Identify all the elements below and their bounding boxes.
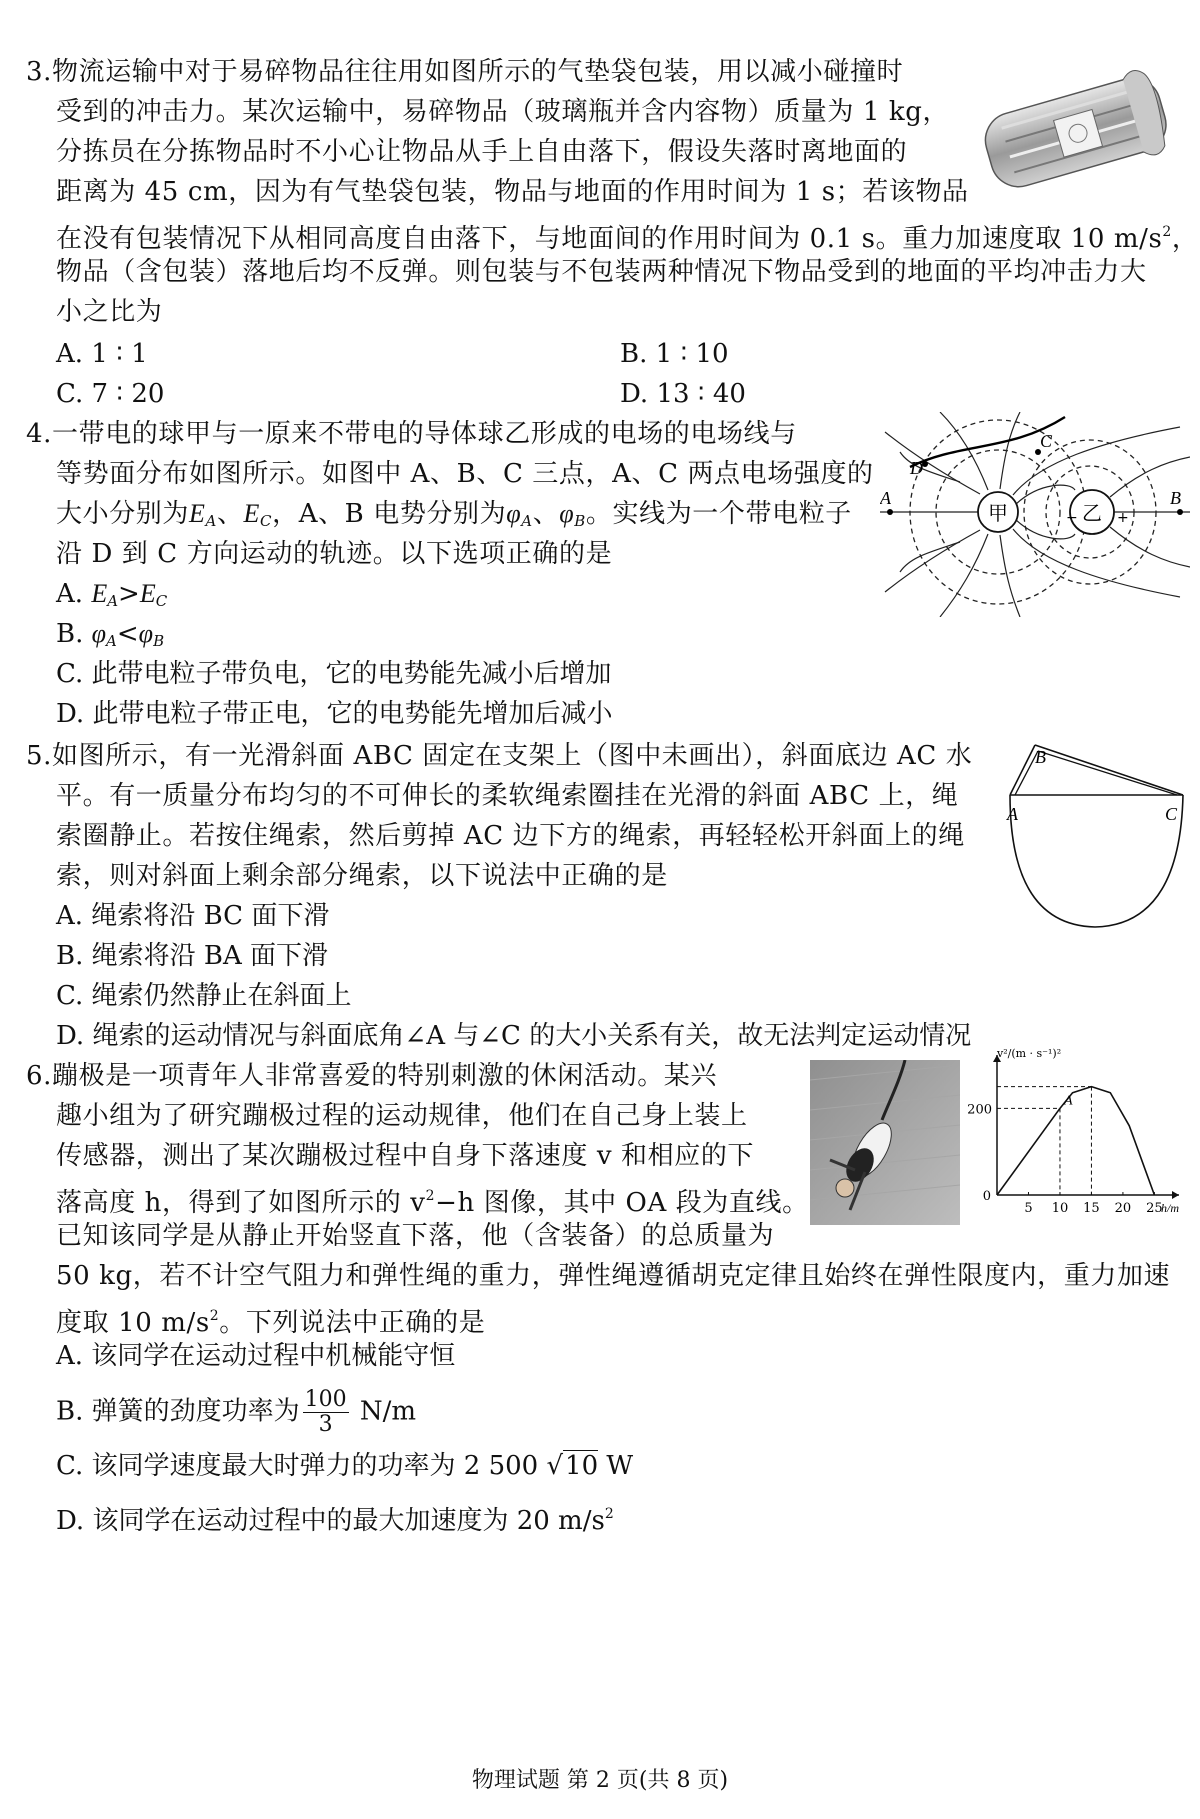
label-c: C bbox=[1165, 804, 1178, 824]
x-tick-label: 5 bbox=[1024, 1201, 1033, 1216]
q5-option-a: A. 绳索将沿 BC 面下滑 bbox=[56, 901, 330, 931]
bungee-jumper-image bbox=[810, 1060, 960, 1225]
label-a: A bbox=[880, 488, 891, 508]
q3-line-5: 在没有包装情况下从相同高度自由落下，与地面间的作用时间为 0.1 s。重力加速度取 10 $m/s^2$， bbox=[56, 224, 1199, 254]
label-d: D bbox=[910, 458, 923, 478]
electric-field-diagram bbox=[880, 412, 1190, 617]
stiffness-fraction: $\frac{100}{3}$ bbox=[304, 1387, 347, 1437]
q3-option-c: C. 7 ∶ 20 bbox=[56, 379, 165, 409]
ball-jia-label: 甲 bbox=[988, 501, 1008, 525]
q3-line-6: 物品（含包装）落地后均不反弹。则包装与不包装两种情况下物品受到的地面的平均冲击力大 bbox=[56, 257, 1147, 287]
q4-option-b: B. $\varphi_A<\varphi_B$ bbox=[56, 619, 165, 650]
q4-line-2: 等势面分布如图所示。如图中 A、B、C 三点，A、C 两点电场强度的 bbox=[56, 459, 874, 489]
q4-option-c: C. 此带电粒子带负电，它的电势能先减小后增加 bbox=[56, 659, 612, 689]
label-b: B bbox=[1170, 488, 1181, 508]
q5-option-c: C. 绳索仍然静止在斜面上 bbox=[56, 981, 352, 1011]
y-tick-label: 200 bbox=[967, 1102, 992, 1118]
label-b: B bbox=[1035, 747, 1046, 767]
q4-option-d: D. 此带电粒子带正电，它的电势能先增加后减小 bbox=[56, 699, 613, 729]
q3-option-d: D. 13 ∶ 40 bbox=[620, 379, 746, 409]
x-tick-label: 25 bbox=[1146, 1201, 1163, 1216]
page-footer: 物理试题 第 2 页(共 8 页) bbox=[471, 1768, 729, 1793]
point-a-label: A bbox=[1063, 1093, 1073, 1109]
svg-text:+: + bbox=[1117, 510, 1129, 526]
q4-line-1: 4.一带电的球甲与一原来不带电的导体球乙形成的电场的电场线与 bbox=[26, 419, 797, 449]
q5-line-2: 平。有一质量分布均匀的不可伸长的柔软绳索圈挂在光滑的斜面 ABC 上，绳 bbox=[56, 781, 959, 811]
y-axis-label: v²/(m · s⁻¹)² bbox=[997, 1047, 1062, 1060]
svg-text:−: − bbox=[1066, 510, 1078, 526]
q3-option-a: A. 1 ∶ 1 bbox=[56, 339, 148, 369]
q3-option-b: B. 1 ∶ 10 bbox=[620, 339, 729, 369]
x-axis-arrow bbox=[1172, 1191, 1179, 1199]
q4-line-3: 大小分别为$E_A$、$E_C$，A、B 电势分别为$\varphi_A$、$\varphi_B$。实线为一个带电粒子 bbox=[56, 499, 852, 530]
q4-option-a: A. $E_A>E_C$ bbox=[56, 579, 168, 610]
ball-yi-label: 乙 bbox=[1082, 501, 1102, 525]
q5-line-3: 索圈静止。若按住绳索，然后剪掉 AC 边下方的绳索，再轻轻松开斜面上的绳 bbox=[56, 821, 965, 851]
label-c: C bbox=[1040, 431, 1053, 451]
q3-line-4: 距离为 45 cm，因为有气垫袋包装，物品与地面的作用时间为 1 s；若该物品 bbox=[56, 177, 969, 207]
x-tick-label: 15 bbox=[1083, 1201, 1100, 1216]
q5-line-1: 5.如图所示，有一光滑斜面 ABC 固定在支架上（图中未画出），斜面底边 AC 水 bbox=[26, 741, 973, 771]
q5-option-d: D. 绳索的运动情况与斜面底角∠A 与∠C 的大小关系有关，故无法判定运动情况 bbox=[56, 1021, 972, 1051]
q6-line-6: 50 kg，若不计空气阻力和弹性绳的重力，弹性绳遵循胡克定律且始终在弹性限度内，重力加速 bbox=[56, 1261, 1171, 1291]
q6-option-a: A. 该同学在运动过程中机械能守恒 bbox=[56, 1341, 456, 1371]
origin-label: 0 bbox=[982, 1189, 991, 1204]
air-cushion-bag-image bbox=[975, 50, 1180, 200]
series-line-2 bbox=[1060, 1087, 1154, 1195]
q3-line-7: 小之比为 bbox=[56, 297, 163, 327]
q6-line-1: 6.蹦极是一项青年人非常喜爱的特别刺激的休闲活动。某兴 bbox=[26, 1061, 718, 1091]
x-tick-label: 20 bbox=[1114, 1201, 1132, 1216]
q4-line-4: 沿 D 到 C 方向运动的轨迹。以下选项正确的是 bbox=[56, 539, 613, 569]
series-line-1 bbox=[997, 1108, 1060, 1195]
q6-option-b: B. 弹簧的劲度功率为 $\frac{100}{3}$ N/m bbox=[56, 1387, 417, 1437]
q6-option-d: D. 该同学在运动过程中的最大加速度为 20 $m/s^2$ bbox=[56, 1506, 614, 1536]
q5-line-4: 索，则对斜面上剩余部分绳索，以下说法中正确的是 bbox=[56, 861, 668, 891]
label-a: A bbox=[1007, 804, 1018, 824]
q3-line-1: 3.物流运输中对于易碎物品往往用如图所示的气垫袋包装，用以减小碰撞时 bbox=[26, 57, 904, 87]
q6-line-4: 落高度 h，得到了如图所示的 $v^2-h$ 图像，其中 OA 段为直线。 bbox=[56, 1188, 809, 1218]
q3-line-3: 分拣员在分拣物品时不小心让物品从手上自由落下，假设失落时离地面的 bbox=[56, 137, 908, 167]
q5-option-b: B. 绳索将沿 BA 面下滑 bbox=[56, 941, 329, 971]
q6-line-3: 传感器，测出了某次蹦极过程中自身下落速度 v 和相应的下 bbox=[56, 1141, 755, 1171]
q3-line-2: 受到的冲击力。某次运输中，易碎物品（玻璃瓶并含内容物）质量为 1 kg， bbox=[56, 97, 950, 127]
v2-h-chart bbox=[965, 1045, 1185, 1245]
x-tick-label: 10 bbox=[1051, 1201, 1069, 1216]
q6-line-5: 已知该同学是从静止开始竖直下落，他（含装备）的总质量为 bbox=[56, 1221, 775, 1251]
q6-line-2: 趣小组为了研究蹦极过程的运动规律，他们在自己身上装上 bbox=[56, 1101, 748, 1131]
x-axis-label: h/m bbox=[1161, 1201, 1179, 1215]
q6-option-c: C. 该同学速度最大时弹力的功率为 2 500 √10 W bbox=[56, 1451, 634, 1481]
incline-rope-diagram bbox=[1005, 735, 1190, 935]
q6-line-7: 度取 10 $m/s^2$。下列说法中正确的是 bbox=[56, 1308, 486, 1338]
